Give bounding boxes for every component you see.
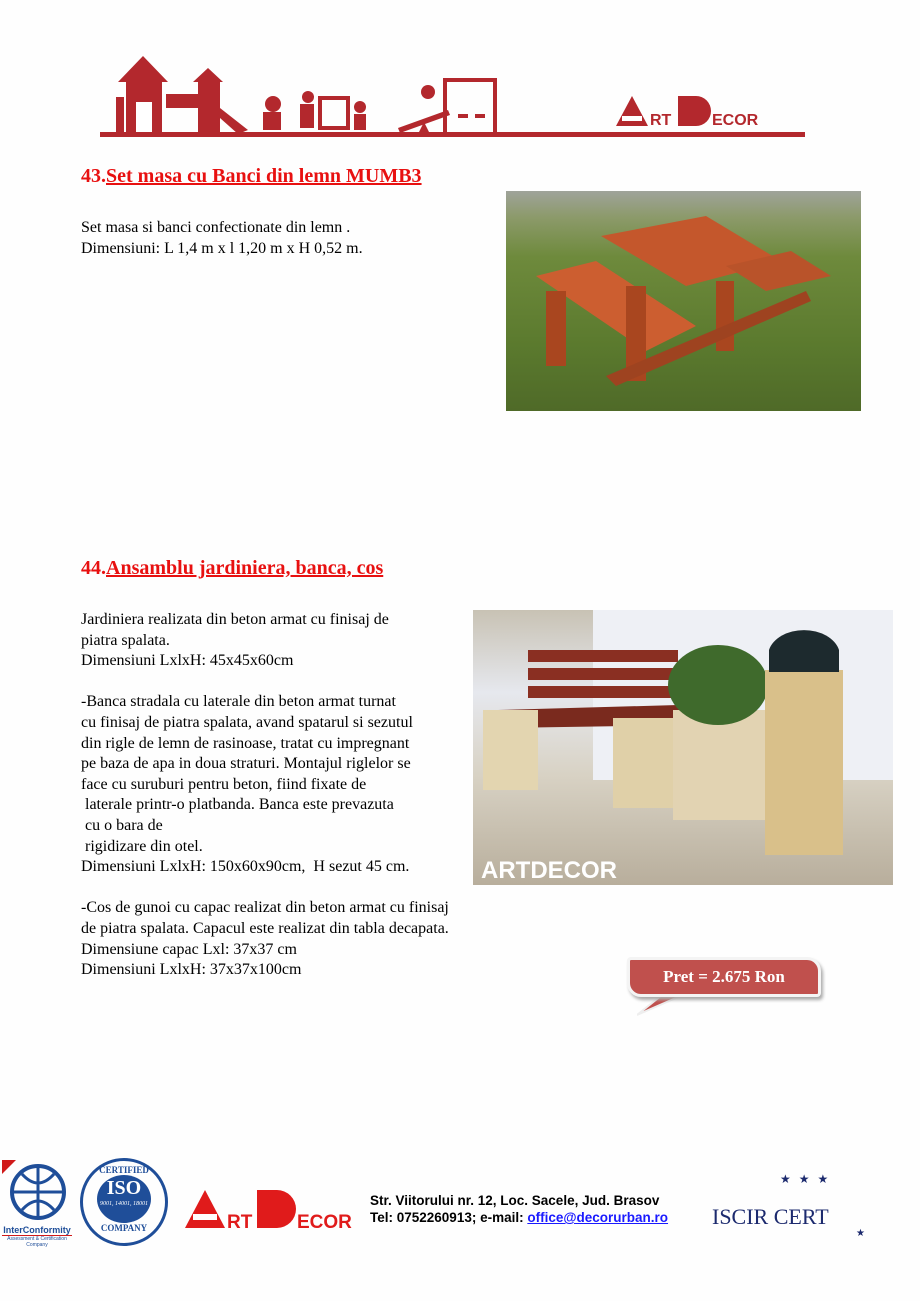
- price-callout: [627, 957, 819, 1017]
- iscir-cert-logo: ★★★ ISCIR CERT ★: [712, 1172, 865, 1239]
- eu-stars-icon: ★★★: [780, 1172, 837, 1186]
- svg-text:ECOR: ECOR: [297, 1212, 352, 1233]
- footer-address: Str. Viitorului nr. 12, Loc. Sacele, Jud. Brasov: [370, 1193, 660, 1208]
- email-link[interactable]: office@decorurban.ro: [527, 1210, 669, 1225]
- svg-text:ECOR: ECOR: [712, 112, 759, 129]
- interconformity-logo: InterConformity Assessment & Certification Company: [2, 1160, 72, 1248]
- footer-phone: Tel: 0752260913; e-mail:: [370, 1210, 528, 1225]
- product-44-image: [473, 610, 893, 885]
- footer-contact: [370, 1192, 668, 1226]
- product-44-title: 44.Ansamblu jardiniera, banca, cos: [81, 557, 384, 579]
- star-icon: ★: [856, 1228, 865, 1239]
- product-44-description: Jardiniera realizata din beton armat cu finisaj de piatra spalata. Dimensiuni LxlxH: 45x45x60cm -Banca stradala cu laterale din beton armat turnat cu finisaj de piatra spalata, avand spatarul si sezutul din rigle de lemn de rasinoase, tratat cu impregnant pe baza de apa in doua straturi. Montajul riglelor se face cu suruburi pentru beton, fiind fixate de laterale printr-o platbanda. Banca este prevazuta cu o bara de rigidizare din otel. Dimensiuni LxlxH: 150x60x90cm, H sezut 45 cm. -Cos de gunoi cu capac realizat din beton armat cu finisaj de piatra spalata. Capacul este realizat din tabla decapata. Dimensiune capac Lxl: 37x37 cm Dimensiuni LxlxH: 37x37x100cm: [81, 611, 449, 979]
- price-label: Pret = 2.675 Ron: [627, 957, 821, 997]
- product-43-image: [506, 191, 861, 411]
- product-43-title: 43.Set masa cu Banci din lemn MUMB3: [81, 165, 422, 187]
- product-43-description: Set masa si banci confectionate din lemn . Dimensiuni: L 1,4 m x l 1,20 m x H 0,52 m.: [81, 219, 363, 257]
- artdecor-logo: [612, 94, 782, 136]
- iso-certified-logo: CERTIFIED ISO 9001, 14001, 18001 COMPANY: [80, 1158, 168, 1246]
- svg-text:RT: RT: [650, 112, 672, 129]
- image-watermark: ARTDECOR: [481, 857, 617, 884]
- artdecor-footer-logo: [183, 1188, 363, 1238]
- svg-text:RT: RT: [227, 1212, 253, 1233]
